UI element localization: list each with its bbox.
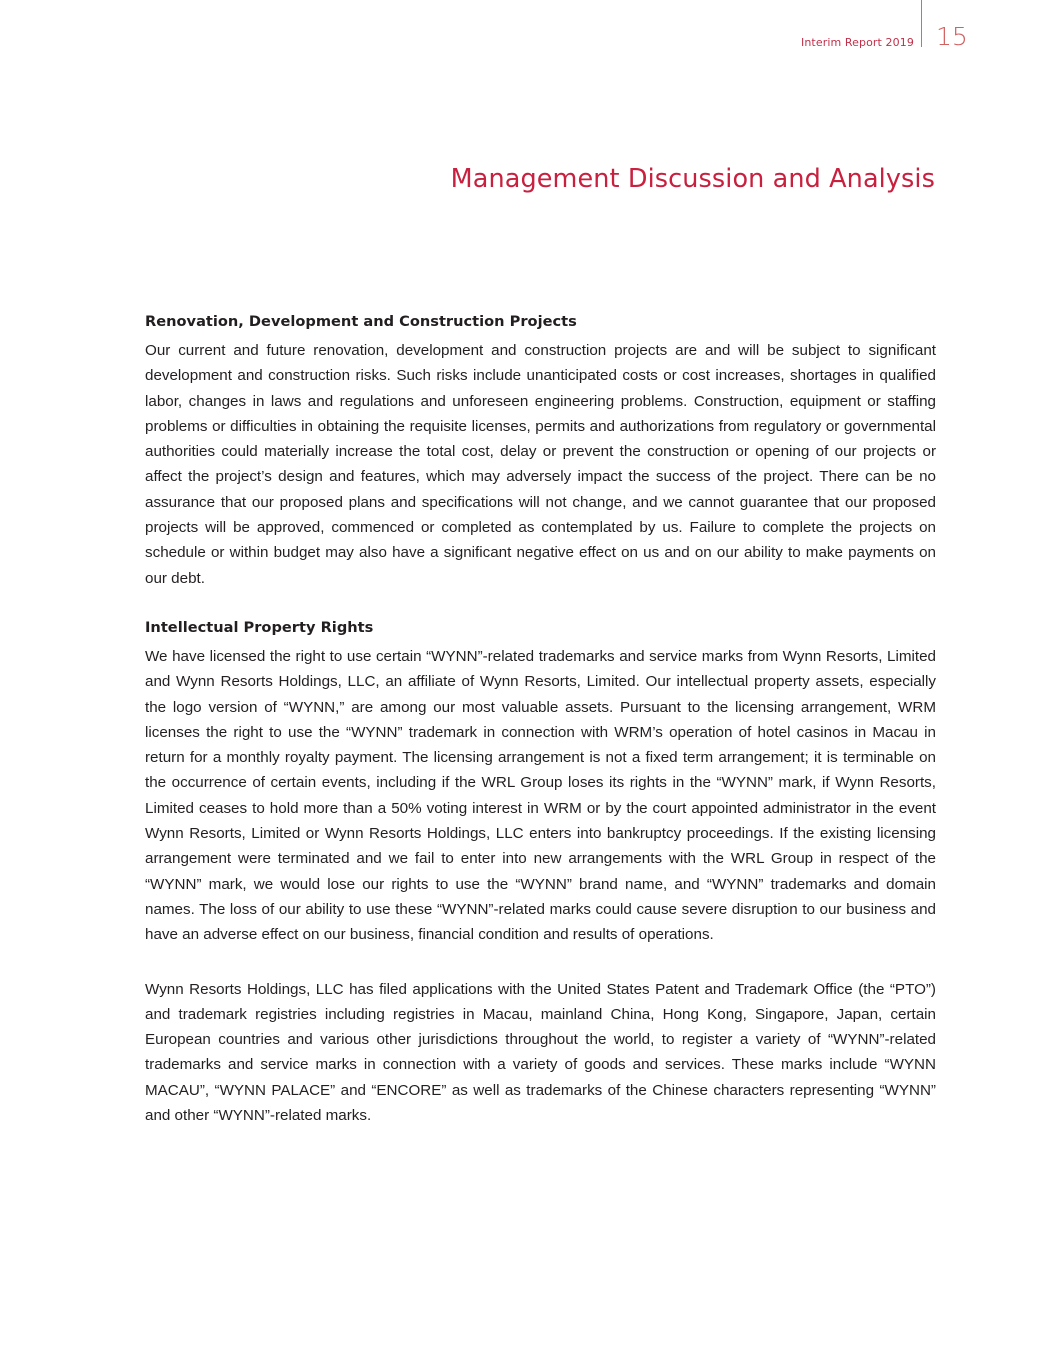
page-number: 15 [936,22,968,51]
paragraph-spacer [145,948,936,973]
section-spacer [145,591,936,615]
section-heading: Intellectual Property Rights [145,618,374,636]
section-heading: Renovation, Development and Construction Projects [145,313,577,330]
header-divider [921,0,922,47]
page-title: Management Discussion and Analysis [450,164,935,194]
report-label: Interim Report 2019 [801,36,914,49]
section-renovation-projects [145,309,936,591]
section-intellectual-property [145,615,936,1128]
page-header [0,0,1055,60]
body-paragraph: We have licensed the right to use certain “WYNN”-related trademarks and service marks from Wynn Resorts, Limited and Wynn Resorts Holdings, LLC, an affiliate of Wynn Resorts, Limited. Our intellectual property assets, especially the logo version of “WYNN,” are among our most valuable assets. Pursuant to the licensing arrangement, WRM licenses the right to use the “WYNN” trademark in connection with WRM’s operation of hotel casinos in Macau in return for a monthly royalty payment. The licensing arrangement is not a fixed term arrangement; it is terminable on the occurrence of certain events, including if the WRL Group loses its rights in the “WYNN” mark, if Wynn Resorts, Limited ceases to hold more than a 50% voting interest in WRM or by the court appointed administrator in the event Wynn Resorts, Limited or Wynn Resorts Holdings, LLC enters into bankruptcy proceedings. If the existing licensing arrangement were terminated and we fail to enter into new arrangements with the WRL Group in respect of the “WYNN” mark, we would lose our rights to use the “WYNN” brand name, and “WYNN” trademarks and domain names. The loss of our ability to use these “WYNN”-related marks could cause severe disruption to our business and have an adverse effect on our business, financial condition and results of operations. [145,647,936,944]
body-paragraph: Our current and future renovation, development and construction projects are and will be subject to significant development and construction risks. Such risks include unanticipated costs or cost increases, shortages in qualified labor, changes in laws and regulations and unforeseen engineering problems. Construction, equipment or staffing problems or difficulties in obtaining the requisite licenses, permits and authorizations from regulatory or governmental authorities could materially increase the total cost, delay or prevent the construction or opening of our projects or affect the project’s design and features, which may adversely impact the success of the project. There can be no assurance that our proposed plans and specifications will not change, and we cannot guarantee that our proposed projects will be approved, commenced or completed as contemplated by us. Failure to complete the projects on schedule or within budget may also have a significant negative effect on us and on our ability to make payments on our debt. [145,342,936,587]
body-paragraph: Wynn Resorts Holdings, LLC has filed applications with the United States Patent and Trademark Office (the “PTO”) and trademark registries including registries in Macau, mainland China, Hong Kong, Singapore, Japan, certain European countries and various other jurisdictions throughout the world, to register a variety of “WYNN”-related trademarks and service marks in connection with a variety of goods and services. These marks include “WYNN MACAU”, “WYNN PALACE” and “ENCORE” as well as trademarks of the Chinese characters representing “WYNN” and other “WYNN”-related marks. [145,980,936,1125]
document-body [145,309,936,1128]
